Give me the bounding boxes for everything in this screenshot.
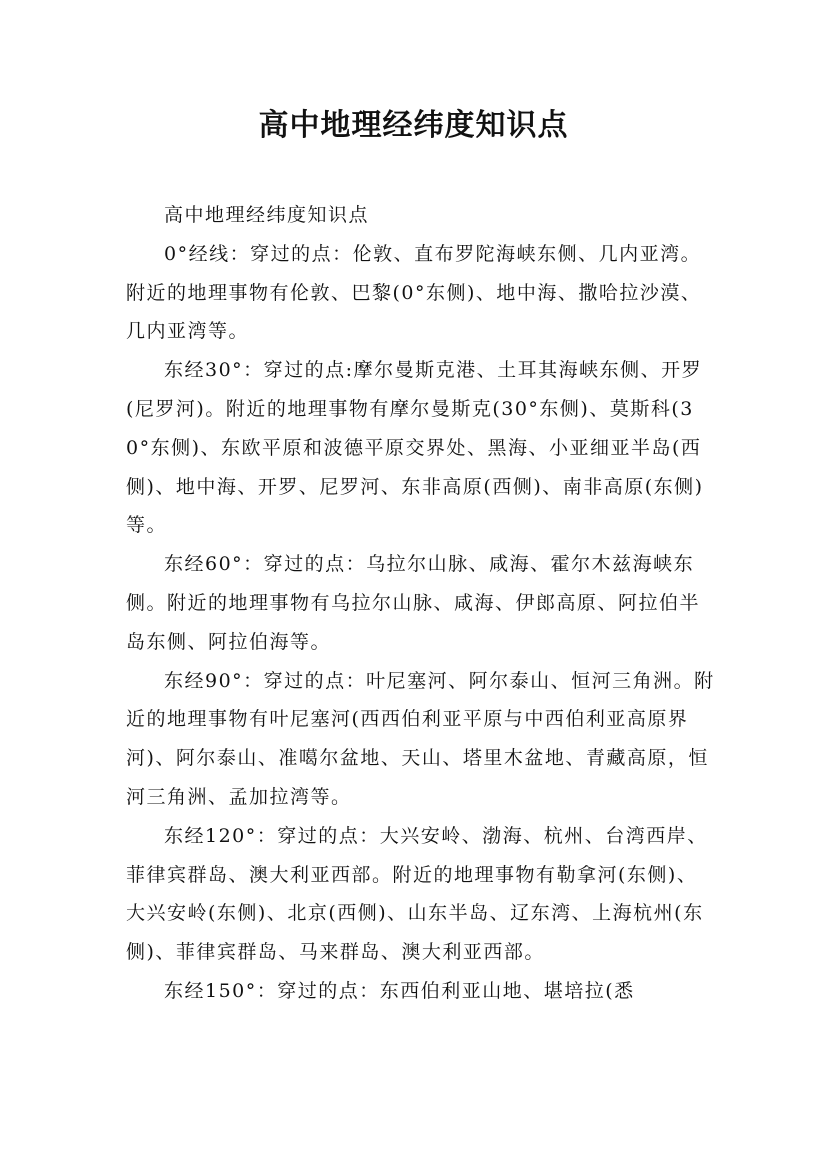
document-title: 高中地理经纬度知识点 — [258, 108, 569, 143]
paragraph-meridian-60e: 东经60°：穿过的点：乌拉尔山脉、咸海、霍尔木兹海峡东侧。附近的地理事物有乌拉尔山脉、咸海、伊郎高原、阿拉伯半岛东侧、阿拉伯海等。 — [126, 553, 701, 653]
document-body — [126, 196, 716, 1011]
paragraph-heading: 高中地理经纬度知识点 — [164, 204, 370, 226]
paragraph-meridian-90e: 东经90°：穿过的点：叶尼塞河、阿尔泰山、恒河三角洲。附近的地理事物有叶尼塞河(西西伯利亚平原与中西伯利亚高原界河)、阿尔泰山、准噶尔盆地、天山、塔里木盆地、青藏高原，恒河三角洲、孟加拉湾等。 — [126, 669, 715, 808]
paragraph-meridian-0: 0°经线：穿过的点：伦敦、直布罗陀海峡东侧、几内亚湾。附近的地理事物有伦敦、巴黎(0°东侧)、地中海、撒哈拉沙漠、几内亚湾等。 — [126, 242, 702, 343]
paragraph-meridian-120e: 东经120°：穿过的点：大兴安岭、渤海、杭州、台湾西岸、菲律宾群岛、澳大利亚西部。附近的地理事物有勒拿河(东侧)、大兴安岭(东侧)、北京(西侧)、山东半岛、辽东湾、上海杭州(东侧)、菲律宾群岛、马来群岛、澳大利亚西部。 — [126, 824, 708, 964]
paragraph-meridian-150e: 东经150°：穿过的点：东西伯利亚山地、堪培拉(悉 — [164, 979, 635, 1002]
paragraph-meridian-30e: 东经30°：穿过的点:摩尔曼斯克港、土耳其海峡东侧、开罗(尼罗河)。附近的地理事物有摩尔曼斯克(30°东侧)、莫斯科(30°东侧)、东欧平原和波德平原交界处、黑海、小亚细亚半岛(西侧)、地中海、开罗、尼罗河、东非高原(西侧)、南非高原(东侧)等。 — [126, 359, 704, 537]
